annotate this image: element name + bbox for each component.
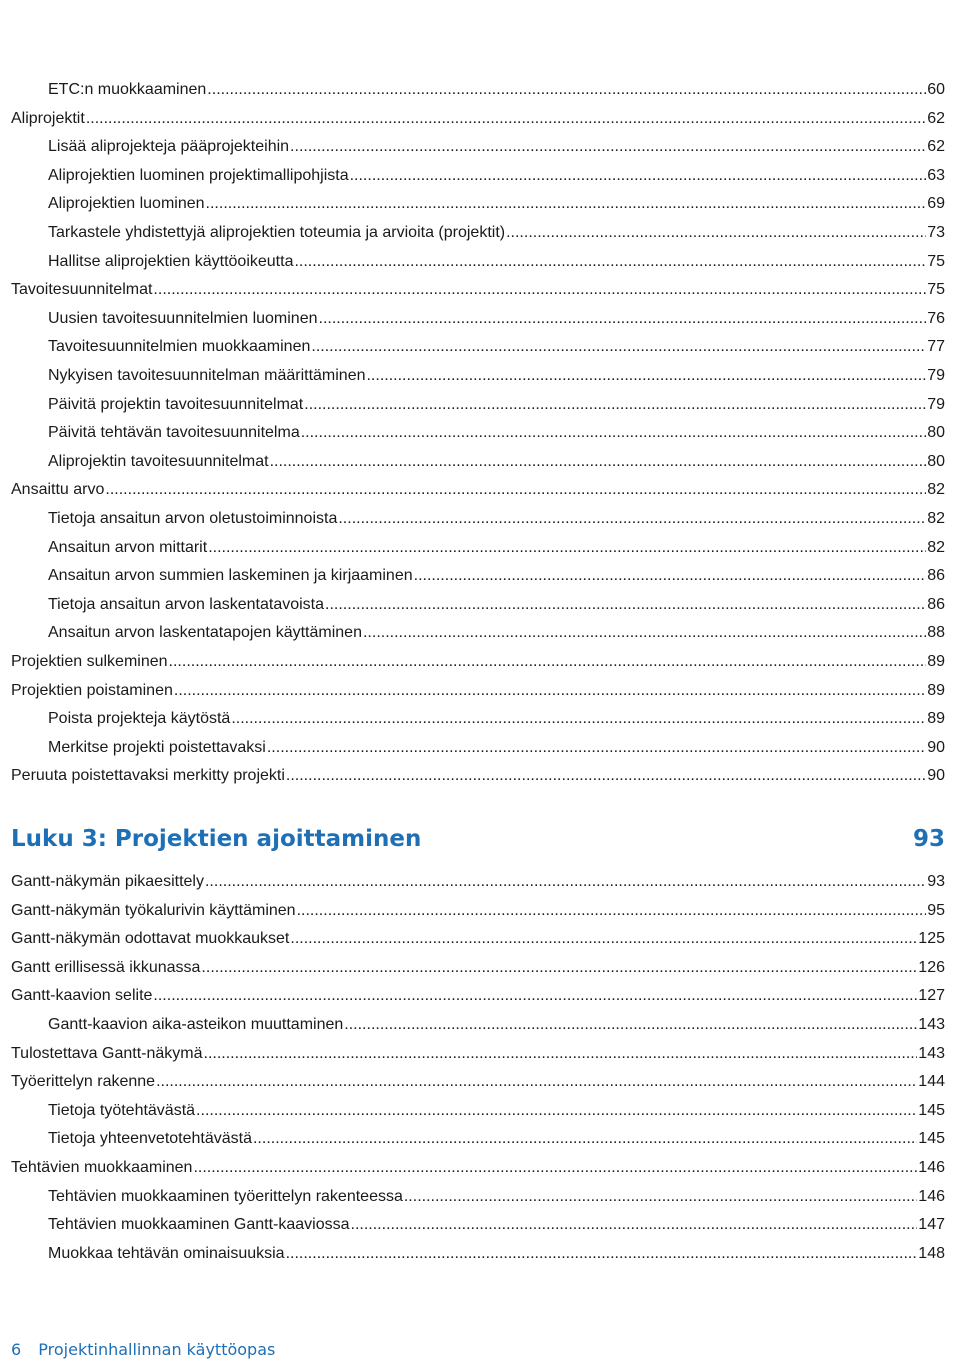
toc-entry-title: Projektien sulkeminen xyxy=(11,653,168,670)
toc-entry-title: Gantt-näkymän odottavat muokkaukset xyxy=(11,930,290,948)
toc-entry-page-number: 75 xyxy=(927,281,945,299)
dot-leader xyxy=(206,194,927,214)
toc-entry-title: Tietoja ansaitun arvon oletustoiminnoista xyxy=(48,510,338,527)
toc-entry-title: Hallitse aliprojektien käyttöoikeutta xyxy=(48,252,294,270)
toc-entry[interactable] xyxy=(48,194,945,214)
dot-leader xyxy=(196,1101,917,1121)
toc-entry[interactable] xyxy=(11,1072,945,1092)
toc-entry-title: Ansaittu arvo xyxy=(11,481,105,499)
toc-entry[interactable] xyxy=(48,366,945,386)
dot-leader xyxy=(290,929,917,949)
toc-entry-page-number: 82 xyxy=(927,481,945,499)
toc-entry[interactable] xyxy=(48,1101,945,1121)
dot-leader xyxy=(290,137,926,157)
toc-entry[interactable] xyxy=(11,652,945,672)
dot-leader xyxy=(156,1072,917,1092)
toc-entry[interactable] xyxy=(48,1015,945,1035)
dot-leader xyxy=(506,223,926,243)
dot-leader xyxy=(231,709,926,729)
toc-entry-title: Ansaitun arvon summien laskeminen ja kirjaaminen xyxy=(48,567,413,585)
dot-leader xyxy=(286,1244,918,1264)
dot-leader xyxy=(207,80,926,100)
toc-entry[interactable] xyxy=(48,1187,945,1207)
dot-leader xyxy=(86,109,926,129)
chapter-title: Luku 3: Projektien ajoittaminen xyxy=(11,826,422,852)
toc-entry-title: Gantt-näkymän pikaesittely xyxy=(11,873,204,890)
toc-entry[interactable] xyxy=(11,1044,945,1064)
toc-entry[interactable] xyxy=(48,566,945,586)
toc-entry-page-number: 89 xyxy=(927,710,945,728)
dot-leader xyxy=(204,1044,918,1064)
dot-leader xyxy=(311,337,926,357)
dot-leader xyxy=(325,595,926,615)
toc-entry[interactable] xyxy=(11,280,945,300)
dot-leader xyxy=(414,566,927,586)
dot-leader xyxy=(294,252,926,272)
toc-entry-title: Aliprojektin tavoitesuunnitelmat xyxy=(48,452,269,470)
toc-entry[interactable] xyxy=(11,958,945,978)
toc-entry-page-number: 145 xyxy=(918,1130,945,1148)
toc-entry-title: Työerittelyn rakenne xyxy=(11,1073,156,1091)
toc-entry-title: Päivitä tehtävän tavoitesuunnitelma xyxy=(48,424,300,442)
toc-entry-title: Päivitä projektin tavoitesuunnitelmat xyxy=(48,395,304,413)
toc-entry-page-number: 95 xyxy=(927,901,945,919)
toc-entry-title: Lisää aliprojekteja pääprojekteihin xyxy=(48,138,290,156)
toc-entry-title: Tehtävien muokkaaminen työerittelyn rakenteessa xyxy=(48,1187,403,1205)
toc-entry-page-number: 86 xyxy=(927,567,945,585)
toc-entry-page-number: 82 xyxy=(927,510,945,527)
dot-leader xyxy=(267,738,926,758)
footer-page-number: 6 xyxy=(11,1340,22,1359)
dot-leader xyxy=(105,480,926,500)
toc-entry[interactable] xyxy=(48,166,945,186)
footer-book-title: Projektinhallinnan käyttöopas xyxy=(38,1340,276,1359)
toc-entry-page-number: 77 xyxy=(927,338,945,356)
dot-leader xyxy=(297,901,927,921)
toc-entry-page-number: 62 xyxy=(927,138,945,156)
toc-entry-title: Ansaitun arvon mittarit xyxy=(48,538,208,556)
toc-entry[interactable] xyxy=(48,595,945,615)
toc-entry-page-number: 79 xyxy=(927,367,945,384)
toc-entry-page-number: 88 xyxy=(927,624,945,642)
toc-entry-title: Merkitse projekti poistettavaksi xyxy=(48,738,266,756)
toc-entry[interactable] xyxy=(48,1129,945,1149)
dot-leader xyxy=(153,986,917,1006)
toc-entry-title: Aliprojektien luominen projektimallipohjista xyxy=(48,166,349,184)
dot-leader xyxy=(253,1129,917,1149)
toc-entry-page-number: 147 xyxy=(918,1216,945,1234)
dot-leader xyxy=(270,452,927,472)
dot-leader xyxy=(169,652,927,672)
toc-entry-page-number: 126 xyxy=(918,958,945,976)
toc-entry-page-number: 80 xyxy=(927,424,945,442)
dot-leader xyxy=(205,872,926,892)
toc-entry-title: Uusien tavoitesuunnitelmien luominen xyxy=(48,309,318,327)
toc-entry[interactable] xyxy=(48,452,945,472)
toc-entry[interactable] xyxy=(48,738,945,758)
toc-entry-page-number: 125 xyxy=(918,930,945,948)
toc-entry-title: Tietoja ansaitun arvon laskentatavoista xyxy=(48,595,325,613)
toc-entry-title: Muokkaa tehtävän ominaisuuksia xyxy=(48,1244,285,1262)
toc-entry[interactable] xyxy=(48,1244,945,1264)
toc-entry[interactable] xyxy=(48,80,945,100)
dot-leader xyxy=(338,509,926,529)
toc-entry[interactable] xyxy=(48,395,945,415)
toc-entry[interactable] xyxy=(11,480,945,500)
toc-entry-page-number: 75 xyxy=(927,252,945,270)
toc-entry-page-number: 146 xyxy=(918,1187,945,1205)
toc-entry-title: Gantt-näkymän työkalurivin käyttäminen xyxy=(11,901,296,919)
toc-entry-title: Tietoja yhteenvetotehtävästä xyxy=(48,1130,252,1148)
toc-entry[interactable] xyxy=(11,929,945,949)
toc-entry-title: Tehtävien muokkaaminen xyxy=(11,1159,193,1176)
toc-entry-page-number: 82 xyxy=(927,538,945,556)
toc-entry[interactable] xyxy=(48,223,945,243)
toc-entry-page-number: 90 xyxy=(927,738,945,756)
toc-entry-page-number: 89 xyxy=(927,681,945,699)
dot-leader xyxy=(174,681,926,701)
toc-entry[interactable] xyxy=(11,872,945,892)
toc-entry-title: Projektien poistaminen xyxy=(11,681,173,699)
dot-leader xyxy=(201,958,917,978)
toc-entry[interactable] xyxy=(48,538,945,558)
toc-entry-title: Tulostettava Gantt-näkymä xyxy=(11,1044,203,1062)
dot-leader xyxy=(304,395,926,415)
toc-entry[interactable] xyxy=(48,309,945,329)
dot-leader xyxy=(404,1187,917,1207)
toc-entry-page-number: 143 xyxy=(918,1044,945,1062)
dot-leader xyxy=(301,423,926,443)
toc-entry[interactable] xyxy=(48,423,945,443)
dot-leader xyxy=(351,1215,918,1235)
toc-entry-title: Nykyisen tavoitesuunnitelman määrittäminen xyxy=(48,367,366,384)
toc-entry[interactable] xyxy=(11,901,945,921)
toc-entry-title: Peruuta poistettavaksi merkitty projekti xyxy=(11,767,285,785)
dot-leader xyxy=(344,1015,917,1035)
toc-entry[interactable] xyxy=(48,1215,945,1235)
toc-entry[interactable] xyxy=(11,986,945,1006)
toc-entry-title: Tavoitesuunnitelmien muokkaaminen xyxy=(48,338,311,356)
toc-entry-title: Tarkastele yhdistettyjä aliprojektien toteumia ja arvioita (projektit) xyxy=(48,224,506,241)
toc-entry-title: ETC:n muokkaaminen xyxy=(48,81,207,98)
dot-leader xyxy=(153,280,926,300)
toc-entry-title: Aliprojektit xyxy=(11,109,85,127)
toc-entry-page-number: 80 xyxy=(927,452,945,470)
dot-leader xyxy=(286,766,926,786)
chapter-heading[interactable] xyxy=(11,826,945,856)
toc-entry-title: Tehtävien muokkaaminen Gantt-kaaviossa xyxy=(48,1216,350,1234)
toc-entry-page-number: 79 xyxy=(927,395,945,413)
toc-entry-page-number: 146 xyxy=(918,1159,945,1176)
dot-leader xyxy=(208,538,926,558)
toc-entry-title: Poista projekteja käytöstä xyxy=(48,710,231,728)
toc-entry-title: Gantt-kaavion selite xyxy=(11,987,153,1005)
toc-entry-page-number: 127 xyxy=(918,987,945,1005)
dot-leader xyxy=(350,166,927,186)
toc-entry-page-number: 93 xyxy=(927,873,945,890)
toc-entry[interactable] xyxy=(48,337,945,357)
toc-entry[interactable] xyxy=(48,709,945,729)
chapter-page-number: 93 xyxy=(912,826,945,852)
toc-entry-page-number: 63 xyxy=(927,166,945,184)
dot-leader xyxy=(193,1158,917,1178)
toc-entry[interactable] xyxy=(11,1158,945,1178)
toc-entry-page-number: 89 xyxy=(927,653,945,670)
toc-entry-page-number: 76 xyxy=(927,309,945,327)
page-footer xyxy=(11,1340,275,1359)
toc-entry-page-number: 145 xyxy=(918,1101,945,1119)
toc-entry-title: Aliprojektien luominen xyxy=(48,195,205,213)
toc-entry-page-number: 73 xyxy=(927,224,945,241)
toc-entry-title: Tavoitesuunnitelmat xyxy=(11,281,153,299)
toc-entry-title: Ansaitun arvon laskentatapojen käyttäminen xyxy=(48,624,362,642)
toc-entry-title: Gantt erillisessä ikkunassa xyxy=(11,958,201,976)
toc-entry[interactable] xyxy=(11,681,945,701)
toc-entry-title: Gantt-kaavion aika-asteikon muuttaminen xyxy=(48,1016,344,1033)
toc-entry[interactable] xyxy=(48,623,945,643)
toc-entry[interactable] xyxy=(11,109,945,129)
toc-entry-page-number: 148 xyxy=(918,1244,945,1262)
toc-entry-title: Tietoja työtehtävästä xyxy=(48,1101,196,1119)
toc-entry-page-number: 144 xyxy=(918,1073,945,1091)
dot-leader xyxy=(363,623,926,643)
toc-entry-page-number: 62 xyxy=(927,109,945,127)
toc-entry[interactable] xyxy=(48,137,945,157)
toc-entry[interactable] xyxy=(48,509,945,529)
toc-entry-page-number: 60 xyxy=(927,81,945,98)
toc-entry-page-number: 90 xyxy=(927,767,945,785)
toc-entry-page-number: 69 xyxy=(927,195,945,213)
dot-leader xyxy=(366,366,926,386)
toc-entry[interactable] xyxy=(11,766,945,786)
toc-entry-page-number: 143 xyxy=(918,1016,945,1033)
dot-leader xyxy=(319,309,927,329)
toc-entry-page-number: 86 xyxy=(927,595,945,613)
toc-entry[interactable] xyxy=(48,252,945,272)
